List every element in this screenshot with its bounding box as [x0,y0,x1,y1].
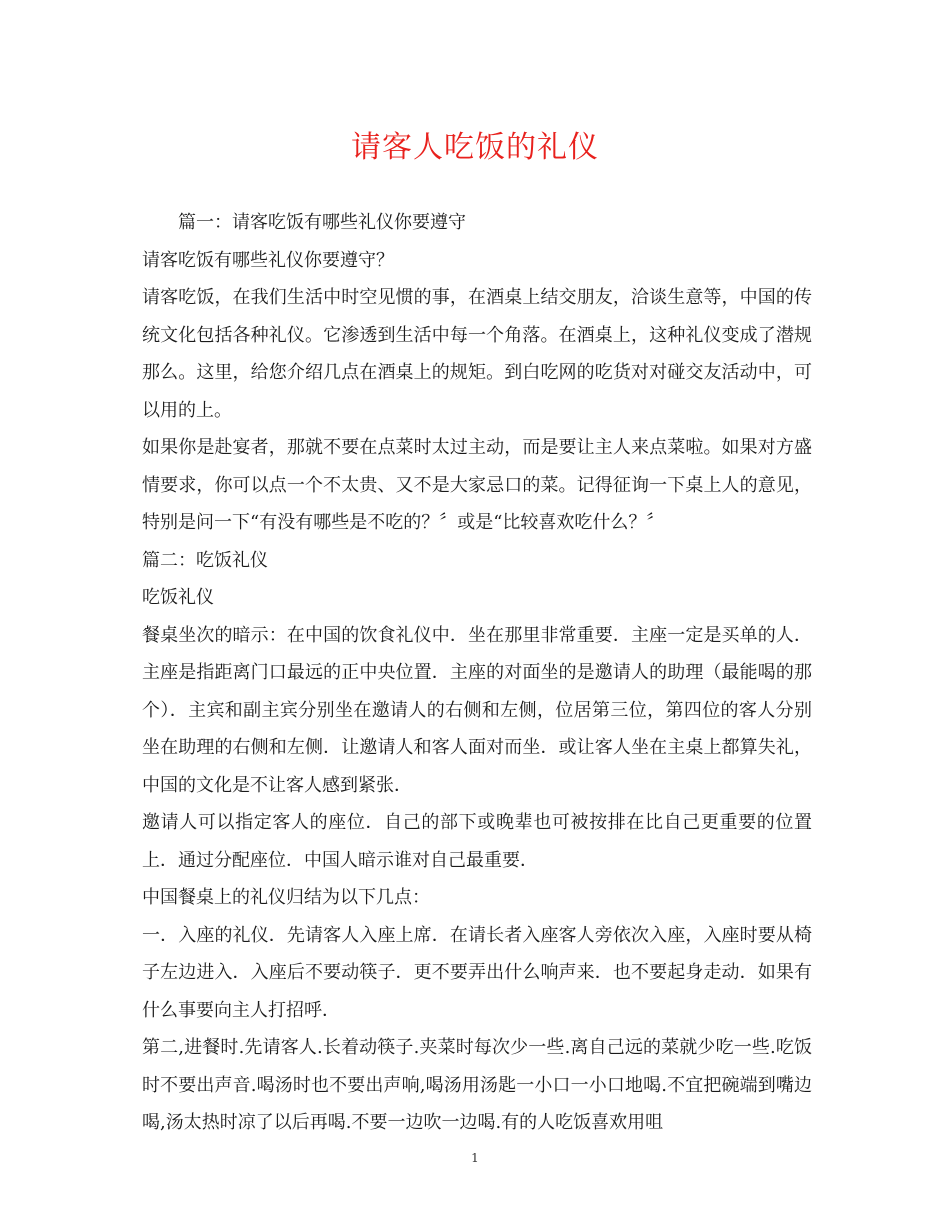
paragraph-etiquette-summary: 中国餐桌上的礼仪归结为以下几点： [142,887,430,908]
paragraph-seat-assignment: 邀请人可以指定客人的座位．自己的部下或晚辈也可被按排在比自己更重要的位置上．通过分配座位．中国人暗示谁对自己最重要． [142,812,812,871]
section-heading-one: 篇一：请客吃饭有哪些礼仪你要遵守 [178,212,466,233]
paragraph-dining-etiquette: 第二,进餐时.先请客人.长着动筷子.夹菜时每次少一些.离自己远的菜就少吃一些.吃饭时不要出声音.喝汤时也不要出声响,喝汤用汤匙一小口一小口地喝.不宜把碗端到嘴边喝,汤太热时凉了以后再喝.不要一边吹一边喝.有的人吃饭喜欢用咀 [142,1037,812,1133]
page-number: 1 [471,1151,479,1165]
paragraph-seating-hints: 餐桌坐次的暗示：在中国的饮食礼仪中．坐在那里非常重要．主座一定是买单的人．主座是指距离门口最远的正中央位置．主座的对面坐的是邀请人的助理（最能喝的那个）．主宾和副主宾分别坐在邀请人的右侧和左侧，位居第三位，第四位的客人分别坐在助理的右侧和左侧．让邀请人和客人面对而坐．或让客人坐在主桌上都算失礼，中国的文化是不让客人感到紧张． [142,624,812,796]
paragraph-guest-ordering: 如果你是赴宴者，那就不要在点菜时太过主动，而是要让主人来点菜啦。如果对方盛情要求，你可以点一个不太贵、又不是大家忌口的菜。记得征询一下桌上人的意见，特别是问一下“有没有哪些是不吃的？〞或是“比较喜欢吃什么？〞 [142,437,812,533]
section-heading-two: 篇二：吃饭礼仪 [142,549,268,571]
section-subtitle: 吃饭礼仪 [142,587,214,608]
document-body [142,204,812,1142]
paragraph-seating-etiquette: 一．入座的礼仪．先请客人入座上席．在请长者入座客人旁依次入座，入座时要从椅子左边进入．入座后不要动筷子．更不要弄出什么响声来．也不要起身走动．如果有什么事要向主人打招呼． [142,924,812,1021]
paragraph-question: 请客吃饭有哪些礼仪你要遵守？ [142,249,394,271]
paragraph-intro: 请客吃饭，在我们生活中时空见惯的事，在酒桌上结交朋友，洽谈生意等，中国的传统文化包括各种礼仪。它渗透到生活中每一个角落。在酒桌上，这种礼仪变成了潜规那么。这里，给您介绍几点在酒桌上的规矩。到白吃网的吃货对对碰交友活动中，可以用的上。 [142,287,812,421]
document-title: 请客人吃饭的礼仪 [351,130,599,165]
